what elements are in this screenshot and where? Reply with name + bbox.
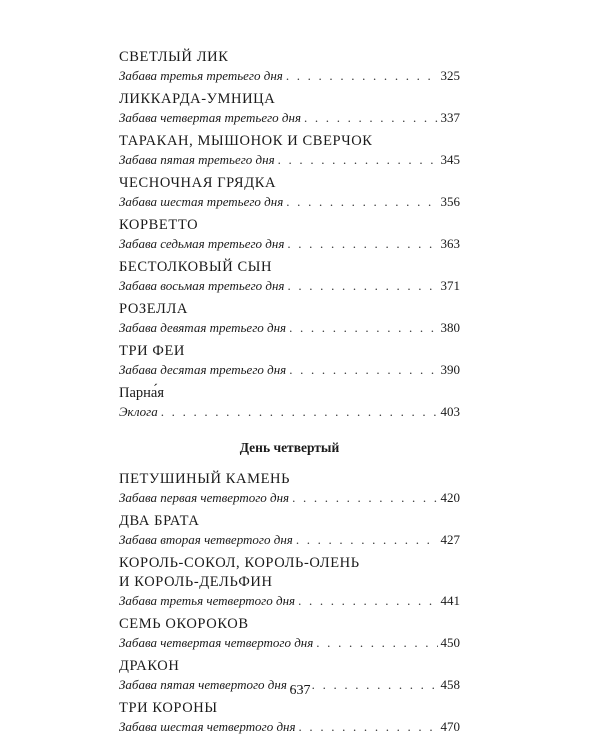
dot-leader <box>296 531 438 548</box>
entry-subtitle: Забава пятая четвертого дня <box>119 677 287 692</box>
entry-line <box>119 67 460 84</box>
dot-leader <box>287 235 437 252</box>
entry-title: СВЕТЛЫЙ ЛИК <box>119 49 229 65</box>
toc-entry <box>119 300 460 336</box>
toc-entry <box>119 384 460 420</box>
dot-leader <box>289 319 437 336</box>
entry-page-number: 345 <box>440 152 460 167</box>
entry-title: ЧЕСНОЧНАЯ ГРЯДКА <box>119 175 277 191</box>
entry-title: ТАРАКАН, МЫШОНОК И СВЕРЧОК <box>119 133 373 149</box>
entry-subtitle: Забава первая четвертого дня <box>119 490 290 505</box>
toc-entry <box>119 132 460 168</box>
entry-title: БЕСТОЛКОВЫЙ СЫН <box>119 259 273 275</box>
entry-title: ТРИ ФЕИ <box>119 343 186 359</box>
dot-leader <box>304 109 438 126</box>
entry-page-number: 390 <box>440 362 460 377</box>
entry-title: ТРИ КОРОНЫ <box>119 700 218 716</box>
entry-title: КОРОЛЬ-СОКОЛ, КОРОЛЬ-ОЛЕНЬ И КОРОЛЬ-ДЕЛЬФИН <box>119 555 360 590</box>
table-of-contents <box>119 48 460 741</box>
dot-leader <box>161 403 438 420</box>
page-number: 637 <box>289 683 311 698</box>
entry-title: ЛИККАРДА-УМНИЦА <box>119 91 276 107</box>
entry-subtitle: Забава десятая третьего дня <box>119 362 287 377</box>
entry-subtitle: Забава восьмая третьего дня <box>119 278 285 293</box>
entry-subtitle: Забава шестая третьего дня <box>119 194 284 209</box>
entry-line <box>119 718 460 735</box>
toc-entry <box>119 554 460 609</box>
entry-subtitle: Забава четвертая четвертого дня <box>119 635 314 650</box>
dot-leader <box>278 151 438 168</box>
entry-page-number: 371 <box>440 278 460 293</box>
entry-page-number: 380 <box>440 320 460 335</box>
entry-title: РОЗЕЛЛА <box>119 301 188 317</box>
entry-page-number: 363 <box>440 236 460 251</box>
entry-title: СЕМЬ ОКОРОКОВ <box>119 616 249 632</box>
toc-entry <box>119 699 460 735</box>
entry-page-number: 441 <box>440 593 460 608</box>
toc-entry <box>119 342 460 378</box>
entry-title: КОРВЕТТО <box>119 217 199 233</box>
entry-line <box>119 361 460 378</box>
entry-page-number: 403 <box>440 404 460 419</box>
toc-entry <box>119 90 460 126</box>
entry-subtitle: Забава шестая четвертого дня <box>119 719 296 734</box>
entry-page-number: 337 <box>440 110 460 125</box>
entry-subtitle: Забава третья четвертого дня <box>119 593 296 608</box>
entry-page-number: 458 <box>440 677 460 692</box>
toc-entry <box>119 470 460 506</box>
entry-subtitle: Забава седьмая третьего дня <box>119 236 285 251</box>
entry-subtitle: Забава вторая четвертого дня <box>119 532 293 547</box>
entry-page-number: 325 <box>440 68 460 83</box>
entry-title: ДРАКОН <box>119 658 180 674</box>
entry-line <box>119 319 460 336</box>
entry-subtitle: Забава пятая третьего дня <box>119 152 275 167</box>
entry-page-number: 420 <box>440 490 460 505</box>
dot-leader <box>286 193 437 210</box>
entry-page-number: 470 <box>440 719 460 734</box>
entry-line <box>119 403 460 420</box>
dot-leader <box>286 67 438 84</box>
entry-subtitle: Забава четвертая третьего дня <box>119 110 301 125</box>
dot-leader <box>316 634 437 651</box>
entry-line <box>119 531 460 548</box>
toc-entry <box>119 174 460 210</box>
dot-leader <box>299 718 438 735</box>
toc-entry <box>119 48 460 84</box>
entry-line <box>119 235 460 252</box>
dot-leader <box>289 361 437 378</box>
entry-subtitle: Забава девятая третьего дня <box>119 320 287 335</box>
dot-leader <box>298 592 437 609</box>
entry-line <box>119 277 460 294</box>
entry-line <box>119 109 460 126</box>
entry-title: ДВА БРАТА <box>119 513 200 529</box>
toc-group-day-three <box>119 48 460 420</box>
entry-line <box>119 151 460 168</box>
entry-line <box>119 592 460 609</box>
entry-page-number: 427 <box>440 532 460 547</box>
entry-title: ПЕТУШИНЫЙ КАМЕНЬ <box>119 471 291 487</box>
entry-page-number: 356 <box>440 194 460 209</box>
entry-line <box>119 634 460 651</box>
entry-subtitle: Эклога <box>119 404 158 419</box>
section-heading: День четвертый <box>239 440 340 455</box>
toc-entry <box>119 512 460 548</box>
entry-page-number: 450 <box>440 635 460 650</box>
entry-subtitle: Забава третья третьего дня <box>119 68 283 83</box>
toc-entry <box>119 615 460 651</box>
entry-title: Парна́я <box>119 385 165 401</box>
dot-leader <box>292 489 437 506</box>
entry-line <box>119 489 460 506</box>
toc-entry <box>119 258 460 294</box>
toc-entry <box>119 216 460 252</box>
dot-leader <box>287 277 437 294</box>
entry-line <box>119 193 460 210</box>
